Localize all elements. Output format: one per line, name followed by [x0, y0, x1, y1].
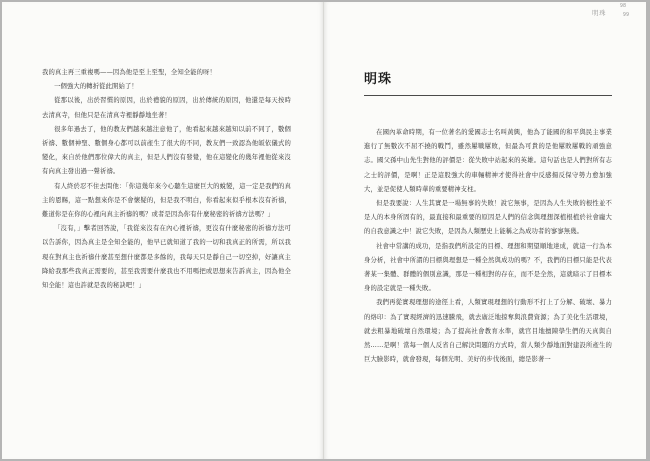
paragraph: 很多年過去了，他的教友們越來越注意他了，他看起來越來越知以前不同了，數個祈禱、數個神聖、數個身心都可以前產生了很大的不同，教友們一致認為他皈依儀式的變化，來自於他們那位偉大的真主，但是人們沒有發覺，他在這變化的幾年裡他從來沒有向真主發出過一聲祈禱。: [42, 125, 291, 176]
paragraph: 我的真主再三重複嗎——因為他是至上至聖，全知全能的呀！: [42, 69, 216, 76]
left-body-text: [42, 66, 291, 293]
page-number: 99: [622, 13, 629, 18]
paragraph: 我們再從實現理想的途徑上看，人類實現理想的行動形不打上了分解、破壞、暴力的烙印：為了實現經濟的迅速騰飛，就去廣泛地掠奪與浪費資源；為了美化生活環境，就去粗暴地破壞自然環境；為了提高社會教育水準，就官目地擅陳學生們的天真與自然……是啊！當每一個人反省自己解決問題的方式時，當人類少靜地面對建設所產生的巨大臉影時，就會發現，每個光明、美好的步伐後面，總是影著一: [364, 299, 612, 364]
chapter-title: 明珠: [364, 72, 393, 87]
right-body-text: [364, 126, 612, 367]
paragraph: 有人終於忍不住去問他：「你這幾年來今心聽生這麼巨大的蛻變，這一定是我們的真主的恩賜，這一點想來你是不會懷疑的，但是我不明白，你看起來似乎根本沒有祈禱，難道你是在你的心裡向真主祈禱的嗎？或者是因為你有什麼秘密的祈禱方法嗎？」: [42, 182, 291, 219]
paragraph: 在國內革命時期，有一位著名的愛國志士名叫黃興，他為了能國的和平與民主事業進行了無數次不屈不撓的戰鬥，雖然屢戰屢敗，但最為可貴的是他屢敗屢戰的頑強意志。國父孫中山先生對他的評價是：從失敗中站起來的英雄。這句話也是人們對所有志之士的評價，是啊！正是這股強大的車輛精神才使得社會中反感揚反保守勢力愈加強大，並是促使人類時華的重要精神支柱。: [364, 129, 612, 193]
left-page: [2, 2, 324, 459]
paragraph: 從那以後，出於習慣的原因，出於禮貌的原因，出於傳統的原因，他還是每天按時去清真寺，但他只是在清真寺裡靜靜地坐著！: [42, 97, 291, 119]
paragraph: 一個強大的轉折從此開始了！: [54, 83, 138, 91]
running-head: 明珠: [592, 9, 606, 17]
title-divider: [364, 95, 612, 96]
paragraph: 「沒有，」擊者回答說，「我從來沒有在內心裡祈禱，更沒有什麼秘密的祈禱方法可以告訴你，因為真主是全知全能的，他早已就知道了我的一切和我真正的所需，所以我現在對真主也祈禱什麼甚至想什麼都是多餘的，我每天只是靜自己一切空掉，好讓真主降給我那些我真正需要的，甚至我需要什麼我也不用嗎把或思想來告訴真主，因為他全知全能！這也許就是我的秘訣吧！」: [42, 225, 291, 290]
paragraph: 但是我要說：人生其實是一場無事的失敗！說它無事，是因為人生失敗的根性並不是人的本身所固有的，最直接和最重要的原因是人們的信念與理想深植根植於社會龐大的自我意識之中！說它失敗，是因為人類歷史上能稱之為成功者的寥寥無幾。: [364, 200, 612, 236]
paragraph: 社會中常講的成功，是指我們所設定的目標、理想和期望順地達成，就這一行為本身分析，社會中所謂的目標與理想是一種全然與成功的嗎？不，我們的目標只能是代表著某一集體、群體的個別意識，那是一種相對的存在，而不是全然，這就暗示了目標本身的設定就是一種失敗。: [364, 242, 612, 293]
page-number: 98: [619, 4, 626, 9]
right-page: [324, 2, 646, 459]
